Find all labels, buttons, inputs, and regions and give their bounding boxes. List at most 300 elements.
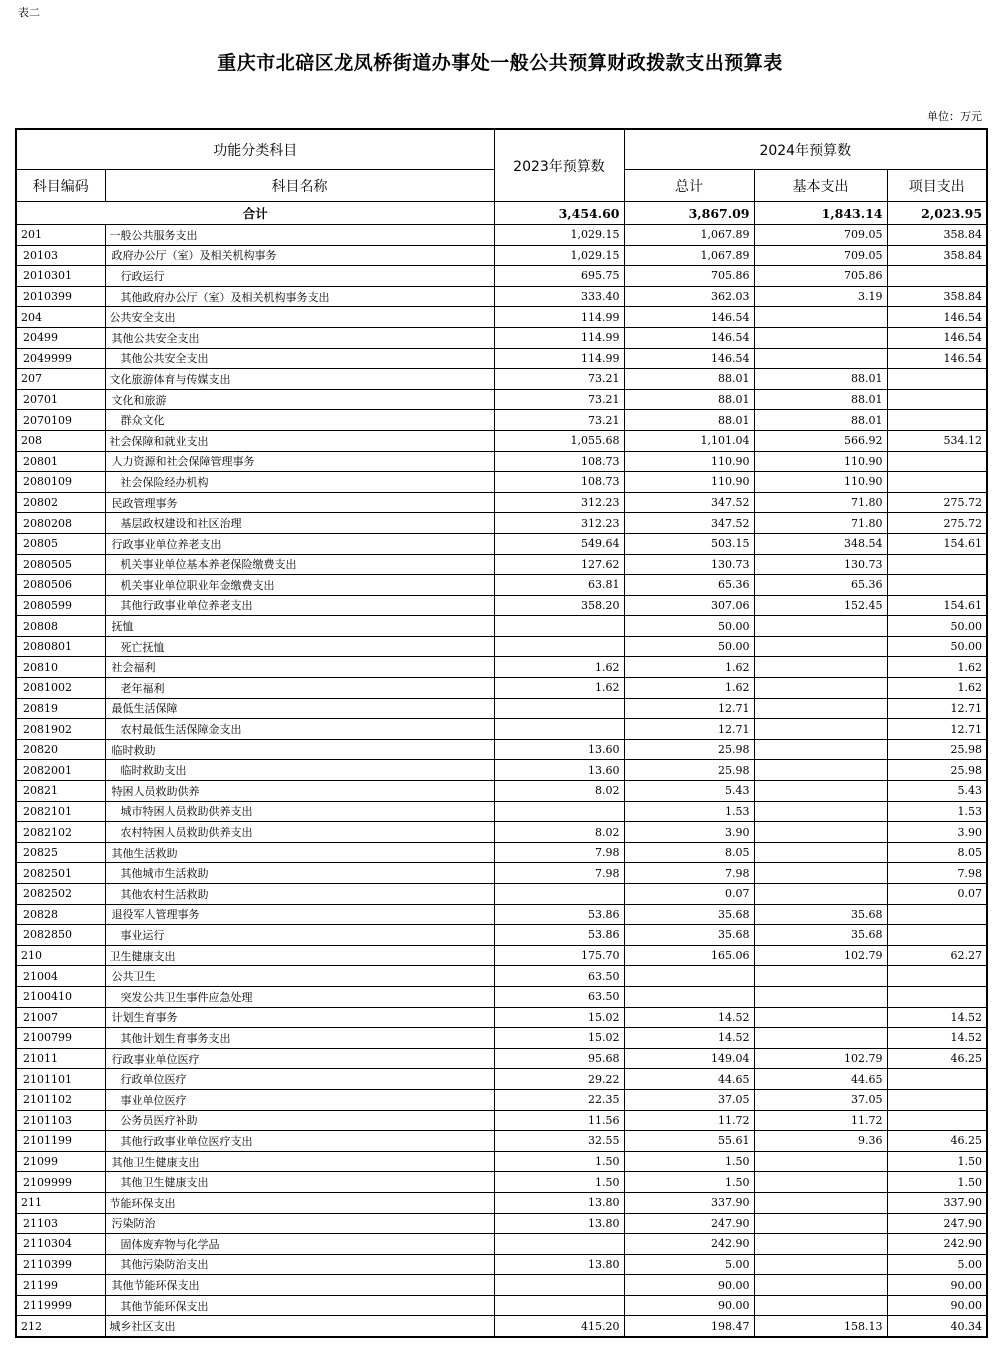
row-total: 65.36 [624,575,754,596]
row-total: 503.15 [624,533,754,554]
table-row [16,1131,987,1152]
row-code: 21004 [16,966,105,987]
row-project: 50.00 [887,636,987,657]
row-project [887,1069,987,1090]
table-row [16,286,987,307]
header-basic: 基本支出 [754,170,887,202]
row-name: 抚恤 [105,616,494,637]
row-code: 2010399 [16,286,105,307]
row-b2023: 95.68 [494,1048,624,1069]
row-code: 210 [16,945,105,966]
row-total: 307.06 [624,595,754,616]
row-basic: 705.86 [754,266,887,287]
row-total: 1.62 [624,678,754,699]
table-row [16,986,987,1007]
row-name: 老年福利 [105,678,494,699]
row-name: 退役军人管理事务 [105,904,494,925]
row-code: 20805 [16,533,105,554]
row-project: 1.53 [887,801,987,822]
row-code: 2082001 [16,760,105,781]
row-code: 2101102 [16,1089,105,1110]
row-code: 2109999 [16,1172,105,1193]
row-name: 城市特困人员救助供养支出 [105,801,494,822]
row-total: 1,101.04 [624,430,754,451]
row-b2023: 29.22 [494,1069,624,1090]
row-b2023: 32.55 [494,1131,624,1152]
row-name: 文化和旅游 [105,389,494,410]
table-body [16,202,987,1338]
row-total: 146.54 [624,327,754,348]
row-name: 公共卫生 [105,966,494,987]
row-name: 其他计划生育事务支出 [105,1028,494,1049]
row-project [887,966,987,987]
row-code: 2080208 [16,513,105,534]
row-code: 21099 [16,1151,105,1172]
table-row [16,307,987,328]
row-b2023: 695.75 [494,266,624,287]
table-row [16,636,987,657]
table-row [16,1048,987,1069]
row-project: 40.34 [887,1316,987,1337]
row-b2023: 1.62 [494,657,624,678]
row-project: 275.72 [887,513,987,534]
row-total: 88.01 [624,389,754,410]
row-b2023: 312.23 [494,492,624,513]
row-name: 政府办公厅（室）及相关机构事务 [105,245,494,266]
row-basic: 130.73 [754,554,887,575]
table-row [16,533,987,554]
row-b2023: 63.50 [494,986,624,1007]
row-name: 其他污染防治支出 [105,1254,494,1275]
row-total: 130.73 [624,554,754,575]
row-name: 群众文化 [105,410,494,431]
row-name: 突发公共卫生事件应急处理 [105,986,494,1007]
row-name: 机关事业单位职业年金缴费支出 [105,575,494,596]
table-row [16,348,987,369]
row-name: 计划生育事务 [105,1007,494,1028]
row-basic [754,986,887,1007]
row-b2023: 73.21 [494,410,624,431]
row-total: 5.00 [624,1254,754,1275]
row-total: 1,067.89 [624,245,754,266]
row-b2023 [494,1295,624,1316]
row-code: 2100799 [16,1028,105,1049]
row-code: 208 [16,430,105,451]
row-code: 20810 [16,657,105,678]
table-row [16,1192,987,1213]
row-basic: 88.01 [754,410,887,431]
table-row [16,781,987,802]
row-project: 146.54 [887,327,987,348]
row-total: 337.90 [624,1192,754,1213]
row-b2023: 1,055.68 [494,430,624,451]
row-basic [754,307,887,328]
row-project: 146.54 [887,348,987,369]
row-b2023: 22.35 [494,1089,624,1110]
row-name: 农村最低生活保障金支出 [105,719,494,740]
row-basic [754,1151,887,1172]
row-name: 特困人员救助供养 [105,781,494,802]
row-total: 110.90 [624,472,754,493]
table-row [16,410,987,431]
row-project: 12.71 [887,719,987,740]
row-project: 46.25 [887,1048,987,1069]
row-basic: 3.19 [754,286,887,307]
table-row [16,1028,987,1049]
row-b2023: 114.99 [494,327,624,348]
row-code: 20821 [16,781,105,802]
row-name: 临时救助支出 [105,760,494,781]
row-total: 705.86 [624,266,754,287]
row-total: 165.06 [624,945,754,966]
row-total: 8.05 [624,842,754,863]
row-name: 固体废弃物与化学品 [105,1234,494,1255]
row-code: 20701 [16,389,105,410]
row-basic [754,1213,887,1234]
row-b2023: 11.56 [494,1110,624,1131]
row-code: 20819 [16,698,105,719]
row-basic: 88.01 [754,389,887,410]
row-project: 247.90 [887,1213,987,1234]
row-b2023 [494,1275,624,1296]
table-row [16,801,987,822]
row-total: 3.90 [624,822,754,843]
row-code: 20802 [16,492,105,513]
row-project: 12.71 [887,698,987,719]
row-total [624,966,754,987]
total-label: 合计 [16,202,494,225]
row-b2023: 1.50 [494,1151,624,1172]
table-row [16,1295,987,1316]
row-basic [754,1007,887,1028]
table-row [16,554,987,575]
row-basic: 9.36 [754,1131,887,1152]
row-name: 其他行政事业单位养老支出 [105,595,494,616]
row-total: 12.71 [624,698,754,719]
row-basic: 152.45 [754,595,887,616]
row-basic [754,1254,887,1275]
row-code: 2081002 [16,678,105,699]
row-name: 其他行政事业单位医疗支出 [105,1131,494,1152]
row-code: 21199 [16,1275,105,1296]
row-name: 农村特困人员救助供养支出 [105,822,494,843]
row-project: 1.62 [887,657,987,678]
table-row [16,739,987,760]
row-code: 211 [16,1192,105,1213]
row-b2023: 108.73 [494,451,624,472]
row-b2023: 53.86 [494,904,624,925]
row-basic [754,863,887,884]
row-basic: 102.79 [754,945,887,966]
table-row [16,719,987,740]
row-code: 20499 [16,327,105,348]
header-total: 总计 [624,170,754,202]
row-project [887,575,987,596]
row-basic [754,822,887,843]
row-code: 21011 [16,1048,105,1069]
table-row [16,1234,987,1255]
row-total: 347.52 [624,513,754,534]
table-row [16,822,987,843]
row-total: 50.00 [624,636,754,657]
row-basic: 110.90 [754,472,887,493]
row-basic [754,1295,887,1316]
row-b2023 [494,884,624,905]
row-basic [754,966,887,987]
row-code: 20801 [16,451,105,472]
row-basic [754,327,887,348]
row-b2023 [494,636,624,657]
row-name: 公务员医疗补助 [105,1110,494,1131]
row-b2023: 8.02 [494,822,624,843]
row-basic [754,884,887,905]
row-code: 204 [16,307,105,328]
row-basic: 88.01 [754,369,887,390]
row-basic: 110.90 [754,451,887,472]
row-total: 90.00 [624,1295,754,1316]
row-name: 事业单位医疗 [105,1089,494,1110]
row-b2023: 13.80 [494,1254,624,1275]
row-total: 149.04 [624,1048,754,1069]
row-basic [754,842,887,863]
row-project: 358.84 [887,245,987,266]
row-b2023: 415.20 [494,1316,624,1337]
row-project: 1.50 [887,1151,987,1172]
row-b2023: 1.62 [494,678,624,699]
row-b2023: 13.60 [494,739,624,760]
row-b2023: 13.60 [494,760,624,781]
row-b2023: 13.80 [494,1213,624,1234]
row-total: 362.03 [624,286,754,307]
row-total: 1.50 [624,1172,754,1193]
table-row [16,513,987,534]
row-project: 534.12 [887,430,987,451]
table-row [16,1254,987,1275]
table-row [16,266,987,287]
page-title: 重庆市北碚区龙凤桥街道办事处一般公共预算财政拨款支出预算表 [217,52,783,74]
row-basic [754,1172,887,1193]
table-row [16,698,987,719]
header-function-category: 功能分类科目 [16,129,494,170]
row-b2023: 8.02 [494,781,624,802]
row-name: 其他城市生活救助 [105,863,494,884]
row-project: 242.90 [887,1234,987,1255]
row-code: 2082101 [16,801,105,822]
row-project: 154.61 [887,595,987,616]
table-row [16,1110,987,1131]
row-code: 2080801 [16,636,105,657]
row-name: 最低生活保障 [105,698,494,719]
row-total: 88.01 [624,410,754,431]
row-name: 行政事业单位医疗 [105,1048,494,1069]
row-b2023: 7.98 [494,842,624,863]
total-total: 3,867.09 [624,202,754,225]
row-b2023: 7.98 [494,863,624,884]
row-code: 207 [16,369,105,390]
row-basic [754,348,887,369]
row-basic: 35.68 [754,925,887,946]
total-project: 2,023.95 [887,202,987,225]
row-b2023: 108.73 [494,472,624,493]
row-project: 1.62 [887,678,987,699]
row-project [887,266,987,287]
row-total: 198.47 [624,1316,754,1337]
table-row [16,904,987,925]
total-b2023: 3,454.60 [494,202,624,225]
row-project [887,451,987,472]
row-code: 2070109 [16,410,105,431]
table-row [16,884,987,905]
budget-table [15,128,988,1338]
row-project [887,389,987,410]
table-row [16,678,987,699]
row-name: 卫生健康支出 [105,945,494,966]
table-row [16,1213,987,1234]
table-row [16,842,987,863]
row-code: 2101101 [16,1069,105,1090]
row-code: 20828 [16,904,105,925]
row-code: 2101199 [16,1131,105,1152]
row-b2023: 114.99 [494,307,624,328]
row-code: 20825 [16,842,105,863]
row-basic: 102.79 [754,1048,887,1069]
row-name: 其他卫生健康支出 [105,1151,494,1172]
row-project [887,410,987,431]
row-code: 2082102 [16,822,105,843]
row-b2023 [494,719,624,740]
row-total: 146.54 [624,307,754,328]
row-name: 其他卫生健康支出 [105,1172,494,1193]
header-budget-2024: 2024年预算数 [624,129,987,170]
row-b2023: 63.81 [494,575,624,596]
total-basic: 1,843.14 [754,202,887,225]
table-row [16,1151,987,1172]
row-project [887,1110,987,1131]
table-row [16,492,987,513]
table-row [16,451,987,472]
row-project [887,904,987,925]
row-project: 25.98 [887,760,987,781]
row-basic: 11.72 [754,1110,887,1131]
row-code: 212 [16,1316,105,1337]
table-row [16,966,987,987]
row-project: 3.90 [887,822,987,843]
table-row [16,925,987,946]
row-code: 2119999 [16,1295,105,1316]
row-name: 文化旅游体育与传媒支出 [105,369,494,390]
row-name: 民政管理事务 [105,492,494,513]
table-row [16,1069,987,1090]
row-code: 2082502 [16,884,105,905]
table-row [16,369,987,390]
row-b2023: 549.64 [494,533,624,554]
row-b2023: 73.21 [494,389,624,410]
row-name: 节能环保支出 [105,1192,494,1213]
row-project: 50.00 [887,616,987,637]
row-basic: 44.65 [754,1069,887,1090]
row-total: 146.54 [624,348,754,369]
row-total: 88.01 [624,369,754,390]
row-total: 25.98 [624,760,754,781]
row-project: 154.61 [887,533,987,554]
row-total: 11.72 [624,1110,754,1131]
row-basic [754,801,887,822]
row-project: 5.43 [887,781,987,802]
row-basic [754,616,887,637]
row-b2023: 1,029.15 [494,245,624,266]
row-name: 其他节能环保支出 [105,1295,494,1316]
row-project: 5.00 [887,1254,987,1275]
row-basic: 65.36 [754,575,887,596]
header-budget-2023: 2023年预算数 [494,129,624,202]
row-code: 2080109 [16,472,105,493]
row-basic: 37.05 [754,1089,887,1110]
row-basic [754,1192,887,1213]
row-total: 44.65 [624,1069,754,1090]
row-project: 337.90 [887,1192,987,1213]
row-b2023: 13.80 [494,1192,624,1213]
row-total: 25.98 [624,739,754,760]
row-project [887,986,987,1007]
table-row [16,389,987,410]
row-name: 污染防治 [105,1213,494,1234]
row-b2023: 312.23 [494,513,624,534]
row-project: 1.50 [887,1172,987,1193]
row-name: 其他农村生活救助 [105,884,494,905]
row-code: 2080506 [16,575,105,596]
row-total: 7.98 [624,863,754,884]
row-code: 2049999 [16,348,105,369]
table-row [16,327,987,348]
row-basic [754,1028,887,1049]
row-total: 242.90 [624,1234,754,1255]
row-b2023: 127.62 [494,554,624,575]
row-project: 0.07 [887,884,987,905]
row-name: 一般公共服务支出 [105,225,494,246]
row-name: 人力资源和社会保障管理事务 [105,451,494,472]
row-total: 1.50 [624,1151,754,1172]
row-project: 7.98 [887,863,987,884]
row-total: 35.68 [624,904,754,925]
row-b2023: 333.40 [494,286,624,307]
row-code: 2082501 [16,863,105,884]
row-basic [754,698,887,719]
row-code: 2082850 [16,925,105,946]
table-row [16,616,987,637]
row-basic [754,1275,887,1296]
row-basic: 71.80 [754,492,887,513]
row-basic: 709.05 [754,245,887,266]
row-name: 死亡抚恤 [105,636,494,657]
row-project [887,369,987,390]
table-row [16,225,987,246]
row-total [624,986,754,1007]
row-b2023: 175.70 [494,945,624,966]
row-code: 21103 [16,1213,105,1234]
row-project [887,554,987,575]
row-b2023 [494,616,624,637]
row-project: 90.00 [887,1275,987,1296]
row-basic [754,739,887,760]
row-name: 基层政权建设和社区治理 [105,513,494,534]
row-basic [754,719,887,740]
row-b2023 [494,1234,624,1255]
row-code: 2110399 [16,1254,105,1275]
header-code: 科目编码 [16,170,105,202]
row-project: 358.84 [887,286,987,307]
row-basic: 158.13 [754,1316,887,1337]
row-project [887,472,987,493]
